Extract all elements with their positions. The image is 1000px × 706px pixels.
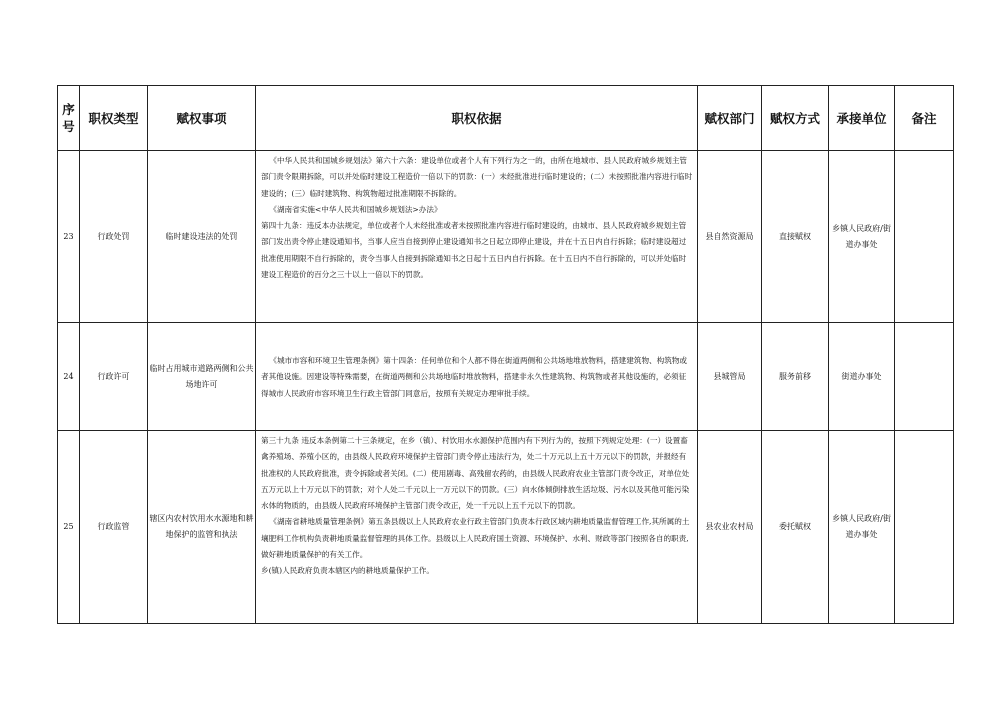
table-row [58, 431, 954, 624]
row-dept: 县城管局 [698, 323, 762, 431]
header-seq [58, 86, 80, 151]
row-basis [256, 323, 698, 431]
basis-paragraph: 乡(镇)人民政府负责本辖区内的耕地质量保护工作。 [261, 566, 434, 576]
row-method: 服务前移 [762, 323, 829, 431]
row-remark [895, 151, 954, 323]
row-type: 行政监管 [80, 431, 148, 624]
header-basis: 职权依据 [256, 86, 698, 151]
row-remark [895, 431, 954, 624]
header-type: 职权类型 [80, 86, 148, 151]
row-unit: 乡镇人民政府/街道办事处 [829, 151, 895, 323]
basis-paragraph: 《湖南省耕地质量管理条例》第五条县级以上人民政府农业行政主管部门负责本行政区域内耕地质量监督管理工作,其所属的土壤肥料工作机构负责耕地质量监督管理的具体工作。县级以上人民政府国土资源、环境保护、水利、财政等部门按照各自的职责,做好耕地质量保护的有关工作。 [261, 517, 690, 560]
row-method: 直接赋权 [762, 151, 829, 323]
row-method: 委托赋权 [762, 431, 829, 624]
table-row [58, 323, 954, 431]
header-remark: 备注 [895, 86, 954, 151]
header-seq-char-1: 序 [62, 102, 75, 117]
basis-paragraph: 《中华人民共和国城乡规划法》第六十六条：建设单位或者个人有下列行为之一的，由所在地城市、县人民政府城乡规划主管部门责令限期拆除，可以并处临时建设工程造价一倍以下的罚款：(一）未经批准进行临时建设的；(二）未按照批准内容进行临时建设的；(三）临时建筑物、构筑物超过批准期限不拆除的。 [261, 156, 693, 198]
row-type: 行政许可 [80, 323, 148, 431]
header-item: 赋权事项 [148, 86, 256, 151]
basis-paragraph: 《城市市容和环境卫生管理条例》第十四条：任何单位和个人都不得在街道两侧和公共场地堆放物料，搭建建筑物、构筑物或者其他设施。因建设等特殊需要，在街道两侧和公共场地临时堆放物料，搭建非永久性建筑物、构筑物或者其他设施的，必须征得城市人民政府市容环境卫生行政主管部门同意后，按照有关规定办理审批手续。 [261, 356, 688, 398]
row-type: 行政处罚 [80, 151, 148, 323]
row-seq: 25 [58, 431, 80, 624]
basis-paragraph: 第三十九条 违反本条例第二十三条规定，在乡（镇）、村饮用水水源保护范围内有下列行为的，按照下列规定处理：(一）设置畜禽养殖场、养殖小区的，由县级人民政府环境保护主管部门责令停止违法行为，处二十万元以上五十万元以下的罚款，并报经有批准权的人民政府批准，责令拆除或者关闭。(二）使用剧毒、高残留农药的，由县级人民政府农业主管部门责令改正，对单位处五万元以上十万元以下的罚款；对个人处二千元以上一万元以下的罚款。(三）向水体倾倒排放生活垃圾、污水以及其他可能污染水体的物质的，由县级人民政府环境保护主管部门责令改正，处一千元以上五千元以下的罚款。 [261, 436, 690, 511]
table-header-row [58, 86, 954, 151]
header-method: 赋权方式 [762, 86, 829, 151]
header-unit: 承接单位 [829, 86, 895, 151]
row-basis [256, 151, 698, 323]
table-row [58, 151, 954, 323]
row-seq: 23 [58, 151, 80, 323]
row-dept: 县农业农村局 [698, 431, 762, 624]
row-dept: 县自然资源局 [698, 151, 762, 323]
row-remark [895, 323, 954, 431]
row-item: 临时占用城市道路两侧和公共场地许可 [148, 323, 256, 431]
basis-paragraph: 《湖南省实施<中华人民共和国城乡规划法>办法》 [269, 204, 442, 214]
empowerment-table [57, 85, 954, 624]
row-item: 临时建设违法的处罚 [148, 151, 256, 323]
header-seq-char-2: 号 [62, 119, 75, 134]
row-unit: 乡镇人民政府/街道办事处 [829, 431, 895, 624]
basis-paragraph: 第四十九条：违反本办法规定，单位或者个人未经批准或者未按照批准内容进行临时建设的，由城市、县人民政府城乡规划主管部门发出责令停止建设通知书，当事人应当自接到停止建设通知书之日起立即停止建设，并在十五日内自行拆除；临时建设超过批准使用期限不自行拆除的，责令当事人自接到拆除通知书之日起十五日内自行拆除。在十五日内不自行拆除的，可以并处临时建设工程造价的百分之三十以上一倍以下的罚款。 [261, 221, 687, 280]
row-unit: 街道办事处 [829, 323, 895, 431]
header-dept: 赋权部门 [698, 86, 762, 151]
row-seq: 24 [58, 323, 80, 431]
row-item: 辖区内农村饮用水水源地和耕地保护的监管和执法 [148, 431, 256, 624]
row-basis [256, 431, 698, 624]
